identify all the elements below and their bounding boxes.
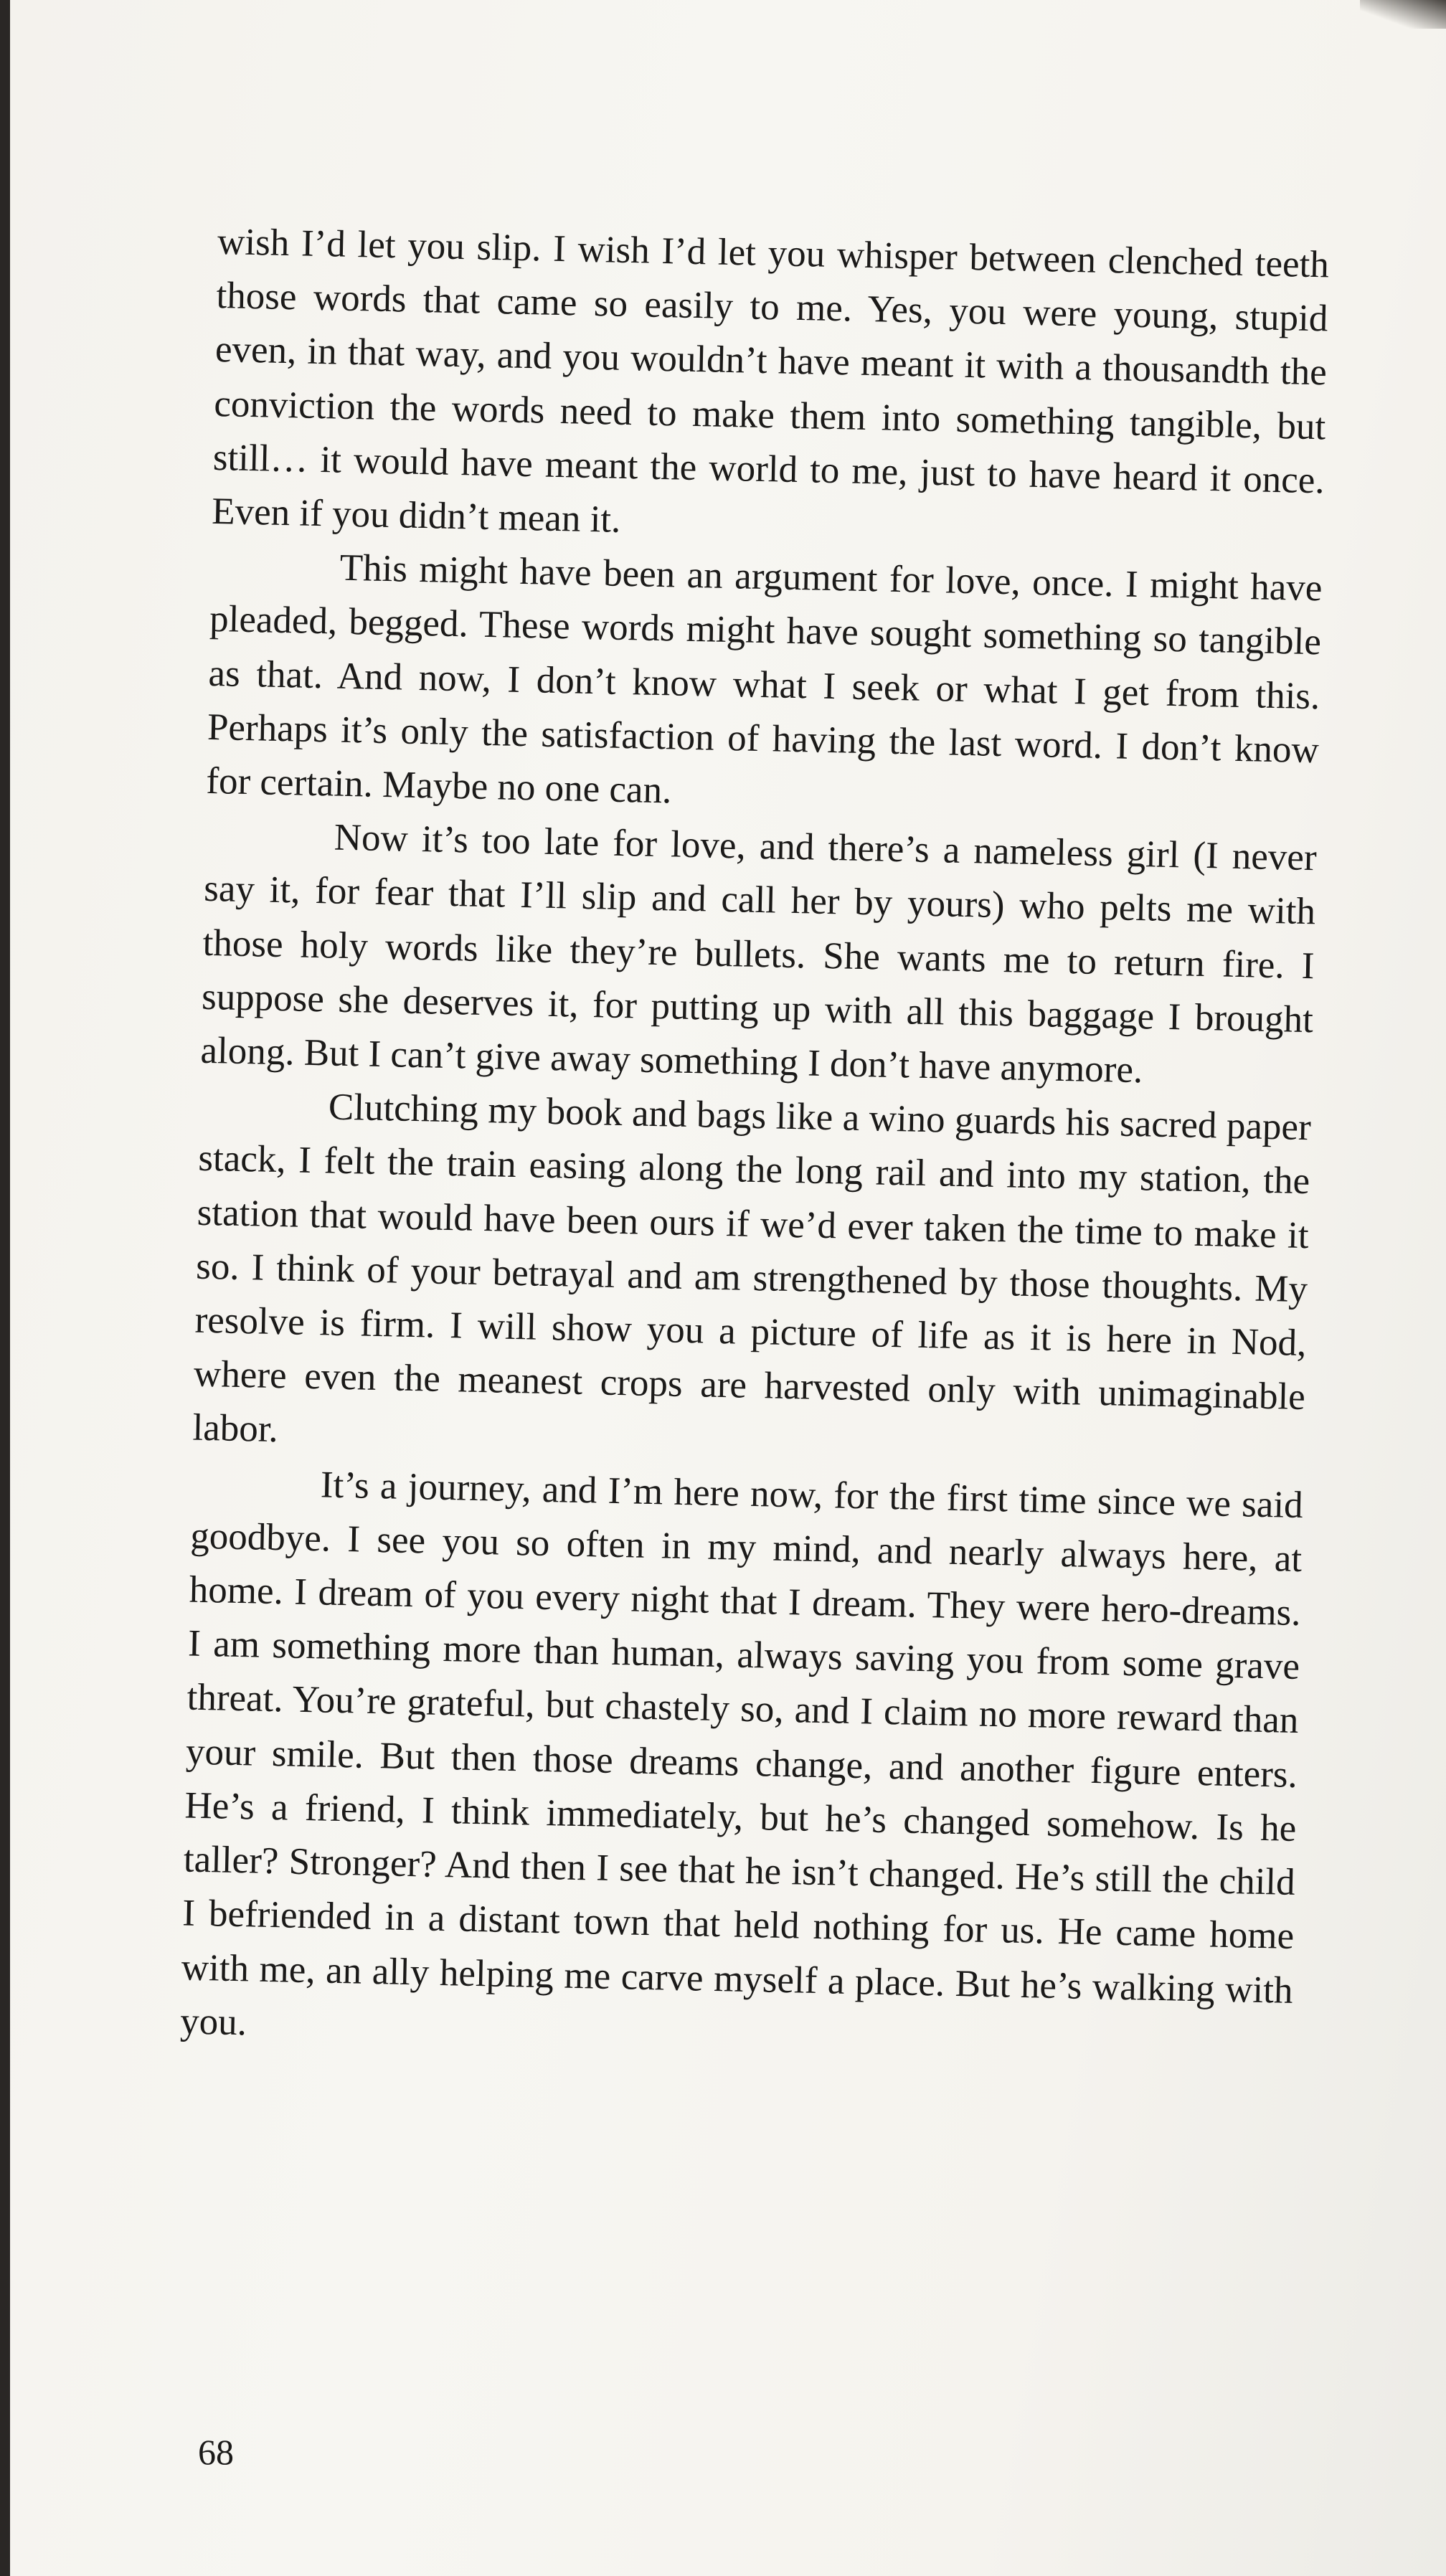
paragraph-2: This might have been an argument for love, once. I might have pleaded, begged. These words might have sought something so tangible as that. And now, I don’t know what I seek or what I get from this. Perhaps it’s only the satisfaction of having the last word. I don’t know for certain. Maybe no one can. (205, 546, 1323, 812)
paragraph-4: Clutching my book and bags like a wino guards his sacred paper stack, I felt the train easing along the long rail and into my station, the station that would have been ours if we’d ever taken the time to make it so. I think of your betrayal and am strengthened by those thoughts. My resolve is firm. I will show you a picture of life as it is here in Nod, where even the meanest crops are harvested only with unimaginable labor. (192, 1086, 1312, 1451)
book-page (10, 0, 1446, 2576)
paragraph-3: Now it’s too late for love, and there’s a nameless girl (I never say it, for fear that I’ll slip and call her by yours) who pelts me with those holy words like they’re bullets. She wants me to return fire. I suppose she deserves it, for putting up with all this baggage I brought along. But I can’t give away something I don’t have anymore. (199, 816, 1318, 1092)
body-text (179, 215, 1329, 2072)
page-corner-shadow (1360, 0, 1446, 29)
paragraph-5: It’s a journey, and I’m here now, for the first time since we said goodbye. I see you so often in my mind, and nearly always here, at home. I dream of you every night that I dream. They were hero-dreams. I am something more than human, always saving you from some grave threat. You’re grateful, but chastely so, and I claim no more reward than your smile. But then those dreams change, and another figure enters. He’s a friend, I think immediately, but he’s changed somehow. Is he taller? Stronger? And then I see that he isn’t changed. He’s still the child I befriended in a distant town that held nothing for us. He came home with me, an ally helping me carve myself a place. But he’s walking with you. (179, 1464, 1304, 2044)
page-number: 68 (198, 2432, 234, 2472)
paragraph-1: wish I’d let you slip. I wish I’d let you whisper between clenched teeth those words that came so easily to me. Yes, you were young, stupid even, in that way, and you wouldn’t have meant it with a thousandth the conviction the words need to make them into something tangible, but still… it would have meant the world to me, just to have heard it once. Even if you didn’t mean it. (211, 220, 1330, 541)
